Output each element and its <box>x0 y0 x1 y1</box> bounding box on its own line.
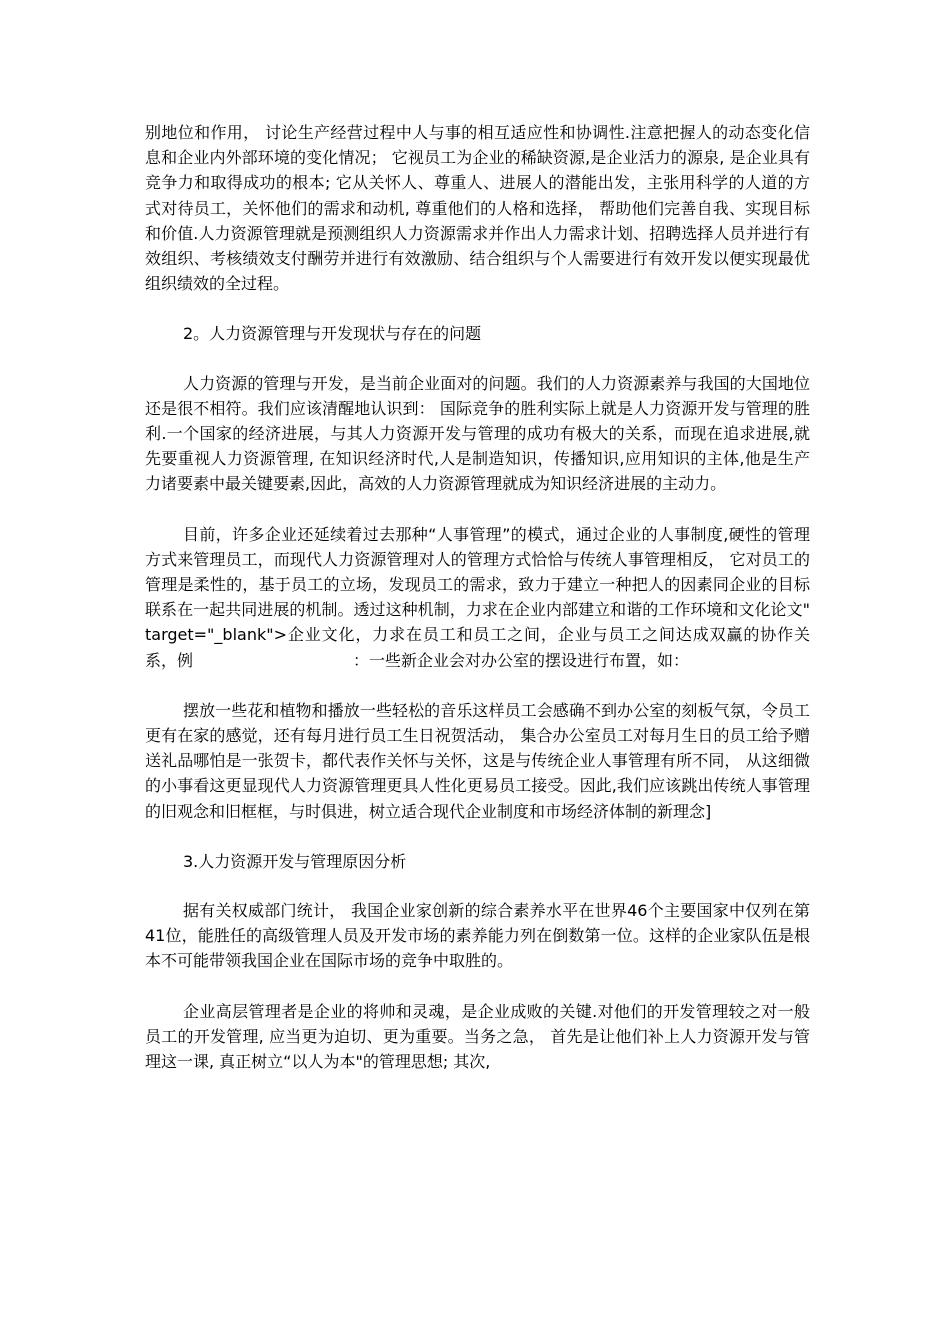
paragraph-role-of-hr: 别地位和作用， 讨论生产经营过程中人与事的相互适应性和协调性.注意把握人的动态变化信息和企业内外部环境的变化情况； 它视员工为企业的稀缺资源,是企业活力的源泉, 是企业具有竞争力和取得成功的根本; 它从关怀人、尊重人、进展人的潜能出发，主张用科学的人道的方式对待员工，关怀他们的需求和动机, 尊重他们的人格和选择， 帮助他们完善自我、实现目标和价值.人力资源管理就是预测组织人力资源需求并作出人力需求计划、招聘选择人员并进行有效组织、考核绩效支付酬劳并进行有效激励、结合组织与个人需要进行有效开发以便实现最优组织绩效的全过程。 <box>145 123 810 294</box>
paragraph-office-environment: 摆放一些花和植物和播放一些轻松的音乐这样员工会感确不到办公室的刻板气氛，令员工更有在家的感觉，还有每月进行员工生日祝贺活动， 集合办公室员工对每月生日的员工给予赠送礼品哪怕是一张贺卡，都代表作关怀与关怀，这是与传统企业人事管理有所不同， 从这细微的小事看这更显现代人力资源管理更具人性化更易员工接受。因此,我们应该跳出传统人事管理的旧观念和旧框框，与时俱进，树立适合现代企业制度和市场经济体制的新理念] <box>145 700 810 821</box>
section-heading-2: 2。人力资源管理与开发现状与存在的问题 <box>183 324 482 344</box>
paragraph-senior-managers: 企业高层管理者是企业的将帅和灵魂，是企业成败的关键.对他们的开发管理较之对一般员工的开发管理, 应当更为迫切、更为重要。当务之急， 首先是让他们补上人力资源开发与管理这一课, 真正树立“以人为本"的管理思想; 其次, <box>145 1001 810 1072</box>
paragraph-personnel-management: 目前，许多企业还延续着过去那种“人事管理”的模式，通过企业的人事制度,硬性的管理方式来管理员工，而现代人力资源管理对人的管理方式恰恰与传统人事管理相反， 它对员工的管理是柔性的，基于员工的立场，发现员工的需求，致力于建立一种把人的因素同企业的目标联系在一起共同进展的机制。透过这种机制，力求在企业内部建立和谐的工作环境和文化论文" target="_blank">企业文化，力求在员工和员工之间，企业与员工之间达成双赢的协作关系，例 ：一些新企业会对办公室的摆设进行布置，如： <box>145 524 810 670</box>
paragraph-hr-current-state: 人力资源的管理与开发，是当前企业面对的问题。我们的人力资源素养与我国的大国地位还是很不相符。我们应该清醒地认识到： 国际竞争的胜利实际上就是人力资源开发与管理的胜利.一个国家的经济进展，与其人力资源开发与管理的成功有极大的关系，而现在追求进展,就先要重视人力资源管理, 在知识经济时代,人是制造知识，传播知识,应用知识的主体,他是生产力诸要素中最关键要素,因此，高效的人力资源管理就成为知识经济进展的主动力。 <box>145 373 810 494</box>
document-page <box>145 120 810 1074</box>
section-heading-3: 3.人力资源开发与管理原因分析 <box>183 851 407 871</box>
paragraph-statistics: 据有关权威部门统计， 我国企业家创新的综合素养水平在世界46个主要国家中仅列在第41位，能胜任的高级管理人员及开发市场的素养能力列在倒数第一位。这样的企业家队伍是根本不可能带领我国企业在国际市场的竞争中取胜的。 <box>145 901 810 971</box>
